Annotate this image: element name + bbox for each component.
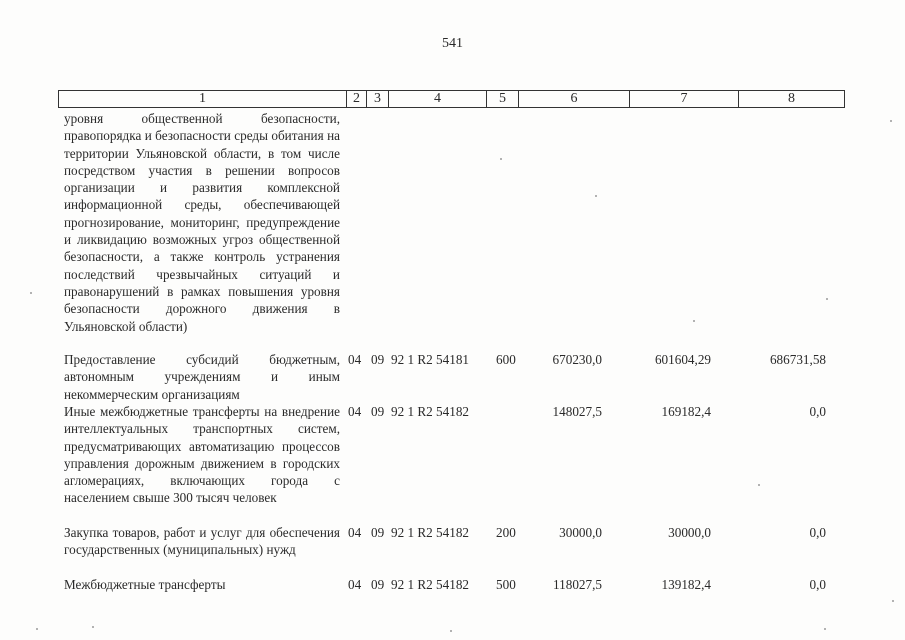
row-pr: 09 [371,352,385,367]
continuation-description: уровня общественной безопасности, правопорядка и безопасности среды обитания на территории Ульяновской области, в том числе посредством участия в решении вопросов организации и развития комплексной информационной среды, обеспечивающей прогнозирование, мониторинг, предупреждение и ликвидацию возможных угроз общественной безопасности, а также контроль устранения последствий чрезвычайных ситуаций и правонарушений в рамках повышения уровня безопасности дорожного движения в Ульяновской области) [64,111,340,334]
row-rz: 04 [348,525,362,540]
row-csr: 92 1 R2 54182 [391,404,470,419]
row-csr: 92 1 R2 54181 [391,352,470,367]
row-pr: 09 [371,404,385,419]
column-header-5: 5 [487,91,519,107]
column-header-7: 7 [630,91,739,107]
row-rz: 04 [348,352,362,367]
scan-speck [890,120,892,122]
row-vr: 200 [496,525,516,540]
row-csr: 92 1 R2 54182 [391,577,470,592]
scan-speck [693,320,695,322]
row-name: Межбюджетные трансферты [64,577,226,592]
row-pr: 09 [371,577,385,592]
row-value-8: 686731,58 [769,352,826,367]
row-rz: 04 [348,577,362,592]
scan-speck [450,630,452,632]
row-value-6: 670230,0 [552,352,602,367]
row-value-6: 148027,5 [552,404,602,419]
column-header-1: 1 [59,91,347,107]
row-name: Предоставление субсидий бюджетным, автономным учреждениям и иным некоммерческим организациям [64,352,340,402]
row-value-7: 139182,4 [661,577,711,592]
scan-speck [892,600,894,602]
scan-speck [36,628,38,630]
row-name: Иные межбюджетные трансферты на внедрение интеллектуальных транспортных систем, предусматривающих автоматизацию процессов управления дорожным движением в городских агломерациях, включающих города с населением свыше 300 тысяч человек [64,404,340,506]
row-value-8: 0,0 [809,404,826,419]
column-header-6: 6 [519,91,630,107]
row-value-6: 30000,0 [559,525,602,540]
row-pr: 09 [371,525,385,540]
row-rz: 04 [348,404,362,419]
row-value-8: 0,0 [809,577,826,592]
row-value-8: 0,0 [809,525,826,540]
scan-speck [595,195,597,197]
row-value-7: 169182,4 [661,404,711,419]
row-csr: 92 1 R2 54182 [391,525,470,540]
column-header-3: 3 [367,91,389,107]
scan-speck [92,626,94,628]
column-header-2: 2 [347,91,367,107]
scan-speck [30,292,32,294]
row-vr: 500 [496,577,516,592]
page-number: 541 [442,36,463,51]
column-header-4: 4 [389,91,487,107]
row-value-7: 30000,0 [668,525,711,540]
scan-speck [500,158,502,160]
row-value-6: 118027,5 [553,577,602,592]
table-header-row [58,90,845,108]
column-header-8: 8 [788,91,795,106]
row-vr: 600 [496,352,516,367]
row-name: Закупка товаров, работ и услуг для обеспечения государственных (муниципальных) нужд [64,525,340,558]
scan-speck [758,484,760,486]
row-value-7: 601604,29 [654,352,711,367]
scan-speck [826,298,828,300]
scan-speck [824,628,826,630]
